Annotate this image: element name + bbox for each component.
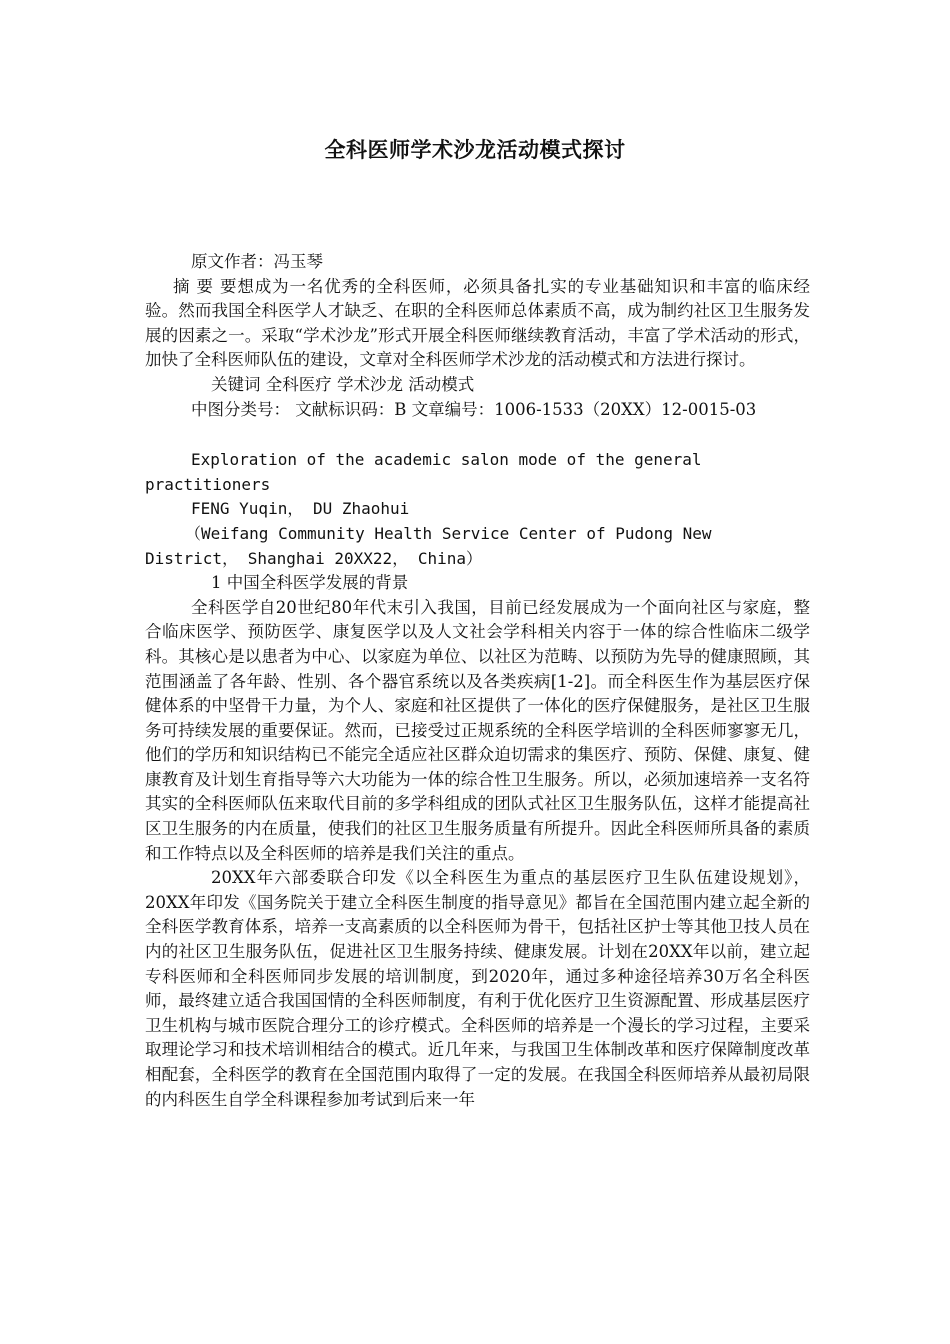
- document-body: [145, 250, 810, 1112]
- author-line: 原文作者：冯玉琴: [191, 252, 323, 271]
- document-title: 全科医师学术沙龙活动模式探讨: [324, 138, 626, 162]
- paragraph-2: 20XX年六部委联合印发《以全科医生为重点的基层医疗卫生队伍建设规划》，20XX年印发《国务院关于建立全科医生制度的指导意见》都旨在全国范围内建立起全新的全科医学教育体系，培养一支高素质的以全科医师为骨干，包括社区护士等其他卫技人员在内的社区卫生服务队伍，促进社区卫生服务持续、健康发展。计划在20XX年以前，建立起专科医师和全科医师同步发展的培训制度，到2020年，通过多种途径培养30万名全科医师，最终建立适合我国国情的全科医师制度，有利于优化医疗卫生资源配置、形成基层医疗卫生机构与城市医院合理分工的诊疗模式。全科医师的培养是一个漫长的学习过程，主要采取理论学习和技术培训相结合的模式。近几年来，与我国卫生体制改革和医疗保障制度改革相配套，全科医学的教育在全国范围内取得了一定的发展。在我国全科医师培养从最初局限的内科医生自学全科课程参加考试到后来一年: [145, 868, 810, 1109]
- paragraph-1: 全科医学自20世纪80年代末引入我国，目前已经发展成为一个面向社区与家庭，整合临床医学、预防医学、康复医学以及人文社会学科相关内容于一体的综合性临床二级学科。其核心是以患者为中心、以家庭为单位、以社区为范畴、以预防为先导的健康照顾，其范围涵盖了各年龄、性别、各个器官系统以及各类疾病[1-2]。而全科医生作为基层医疗保健体系的中坚骨干力量，为个人、家庭和社区提供了一体化的医疗保健服务，是社区卫生服务可持续发展的重要保证。然而，已接受过正规系统的全科医学培训的全科医师寥寥无几，他们的学历和知识结构已不能完全适应社区群众迫切需求的集医疗、预防、保健、康复、健康教育及计划生育指导等六大功能为一体的综合性卫生服务。所以，必须加速培养一支名符其实的全科医师队伍来取代目前的多学科组成的团队式社区卫生服务队伍，这样才能提高社区卫生服务的内在质量，使我们的社区卫生服务质量有所提升。因此全科医师所具备的素质和工作特点以及全科医师的培养是我们关注的重点。: [145, 597, 810, 863]
- keywords: 关键词 全科医疗 学术沙龙 活动模式: [211, 374, 475, 394]
- english-title: Exploration of the academic salon mode of the general practitioners: [145, 450, 702, 494]
- spacer: [145, 422, 810, 448]
- classification-line: 中图分类号： 文献标识码：B 文章编号：1006-1533（20XX）12-0015-03: [191, 399, 757, 419]
- english-affiliation: （Weifang Community Health Service Center of Pudong New District， Shanghai 20XX22， China）: [145, 523, 712, 568]
- abstract: 摘 要 要想成为一名优秀的全科医师，必须具备扎实的专业基础知识和丰富的临床经验。然而我国全科医学人才缺乏、在职的全科医师总体素质不高，成为制约社区卫生服务发展的因素之一。采取“学术沙龙”形式开展全科医师继续教育活动，丰富了学术活动的形式，加快了全科医师队伍的建设，文章对全科医师学术沙龙的活动模式和方法进行探讨。: [145, 276, 810, 370]
- english-authors: FENG Yuqin， DU Zhaohui: [191, 499, 410, 519]
- section-heading: 1 中国全科医学发展的背景: [211, 573, 409, 593]
